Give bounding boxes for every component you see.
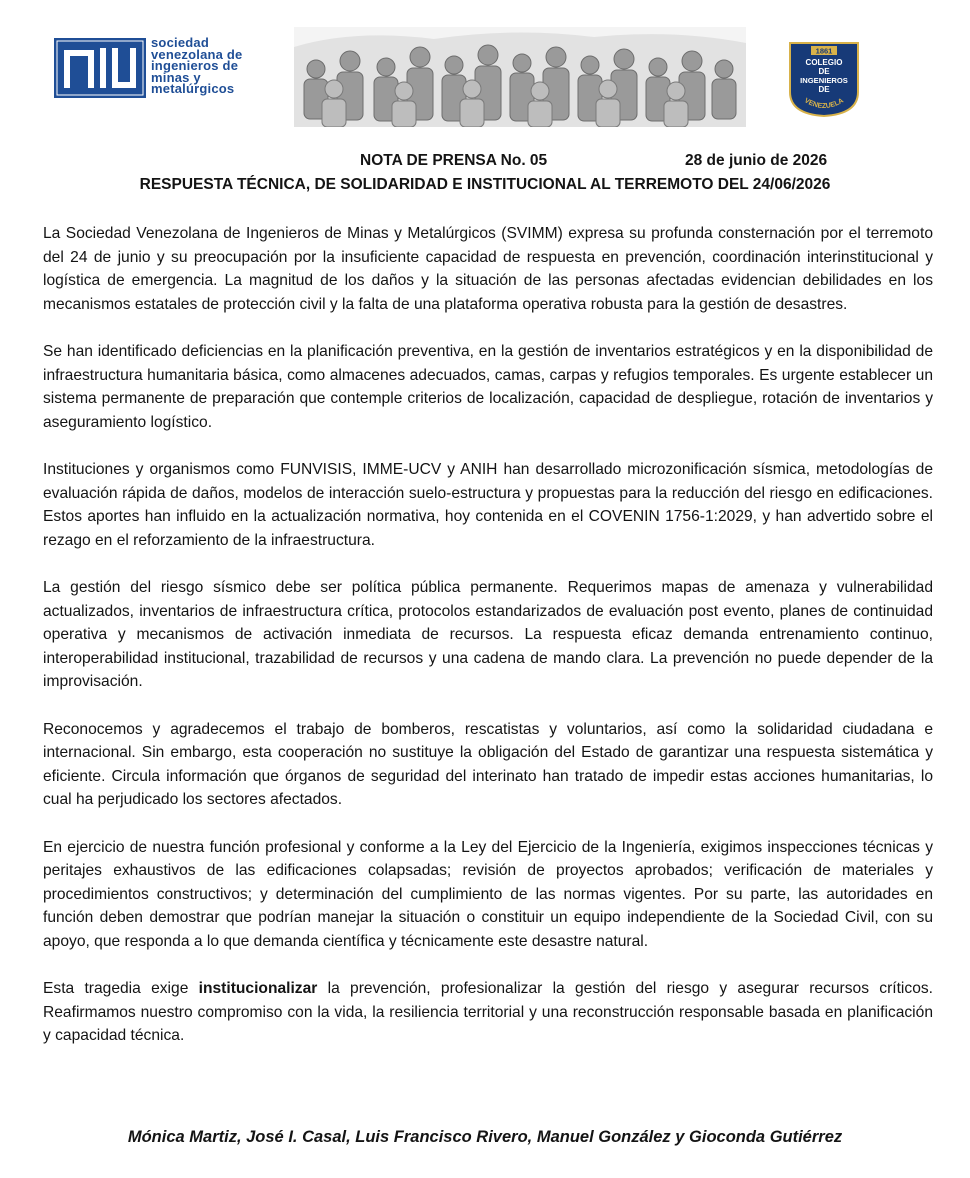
paragraph-3: Instituciones y organismos como FUNVISIS, IMME-UCV y ANIH han desarrollado microzonificación sísmica, metodologías de evaluación rápida de daños, modelos de interacción suelo-estructura y propuestas para la reducción del riesgo en edificaciones. Estos aportes han influido en la actualización normativa, hoy contenida en el COVENIN 1756-1:2029, y han advertido sobre el rezago en el reforzamiento de la infraestructura. <box>43 461 933 549</box>
press-note-label: NOTA DE PRENSA No. 05 <box>360 152 548 169</box>
svimm-logo-icon <box>54 38 146 98</box>
paragraph-6: En ejercicio de nuestra función profesional y conforme a la Ley del Ejercicio de la Ingeniería, exigimos inspecciones técnicas y peritajes exhaustivos de las edificaciones colapsadas; revisión de proyectos aprobados; verificación de materiales y procedimientos constructivos; y determinación del cumplimiento de las normas vigentes. Por su parte, las autoridades en función deben demostrar que podrían manejar la situación o constituir un equipo independiente de la Sociedad Civil, con su apoyo, que responda a lo que demanda científica y técnicamente este desastre natural. <box>43 838 933 950</box>
paragraph-7-rest: la prevención, profesionalizar la gestión del riesgo y asegurar recursos críticos. Reafirmamos nuestro compromiso con la vida, la resiliencia territorial y una reconstrucción responsable basada en planificación y capacidad técnica. <box>43 980 933 1044</box>
seal-year: 1861 <box>815 46 833 56</box>
paragraph-7 <box>43 977 933 1048</box>
seal-line-3: INGENIEROS <box>800 76 848 85</box>
paragraph-5: Reconocemos y agradecemos el trabajo de bomberos, rescatistas y voluntarios, así como la solidaridad ciudadana e internacional. Sin embargo, esta cooperación no sustituye la obligación del Estado de garantizar una respuesta sistemática y eficiente. Circula información que órganos de seguridad del interinato han tratado de impedir estas acciones humanitarias, lo cual ha perjudicado los sectores afectados. <box>43 720 933 808</box>
press-headline: RESPUESTA TÉCNICA, DE SOLIDARIDAD E INSTITUCIONAL AL TERREMOTO DEL 24/06/2026 <box>139 176 831 193</box>
signatories: Mónica Martiz, José I. Casal, Luis Francisco Rivero, Manuel González y Gioconda Gutiérrez <box>127 1128 843 1146</box>
paragraph-7-emphasis: institucionalizar <box>198 980 318 997</box>
svimm-line-1: sociedad <box>151 35 209 50</box>
svimm-logo-text <box>151 37 291 95</box>
seal-line-1: COLEGIO <box>805 58 843 67</box>
paragraph-1: La Sociedad Venezolana de Ingenieros de Minas y Metalúrgicos (SVIMM) expresa su profunda consternación por el terremoto del 24 de junio y su preocupación por la insuficiente capacidad de respuesta en prevención, coordinación interinstitucional y logística de emergencia. La magnitud de los daños y la situación de las personas afectadas evidencian debilidades en los mecanismos estatales de protección civil y la falta de una plataforma operativa robusta para la gestión de desastres. <box>43 225 933 313</box>
seal-arc-text: VENEZUELA <box>803 97 845 111</box>
press-date: 28 de junio de 2026 <box>685 152 828 169</box>
paragraph-7-intro: Esta tragedia exige <box>43 980 199 997</box>
svimm-line-3: ingenieros de <box>151 58 239 73</box>
paragraph-4: La gestión del riesgo sísmico debe ser política pública permanente. Requerimos mapas de amenaza y vulnerabilidad actualizados, inventarios de infraestructura crítica, protocolos estandarizados de evaluación post evento, planes de continuidad operativa y mecanismos de activación inmediata de recursos. La respuesta eficaz demanda entrenamiento continuo, interoperabilidad institucional, trazabilidad de recursos y una cadena de mando clara. La prevención no puede depender de la improvisación. <box>43 579 933 690</box>
seal-line-4: DE <box>818 85 830 94</box>
engineers-crowd-illustration <box>294 27 746 127</box>
press-body <box>43 222 933 1048</box>
colegio-ingenieros-seal-icon <box>787 40 861 118</box>
svimm-line-5: metalúrgicos <box>151 81 235 96</box>
svimm-line-4: minas y <box>151 69 201 85</box>
letterhead <box>0 0 970 140</box>
svimm-line-2: venezolana de <box>151 46 243 62</box>
paragraph-2: Se han identificado deficiencias en la planificación preventiva, en la gestión de inventarios estratégicos y en la disponibilidad de infraestructura humanitaria básica, como almacenes adecuados, camas, carpas y refugios temporales. Es urgente establecer un sistema permanente de preparación que contemple criterios de localización, capacidad de despliegue, rotación de inventarios y aseguramiento logístico. <box>43 343 933 431</box>
seal-line-2: DE <box>818 67 830 76</box>
